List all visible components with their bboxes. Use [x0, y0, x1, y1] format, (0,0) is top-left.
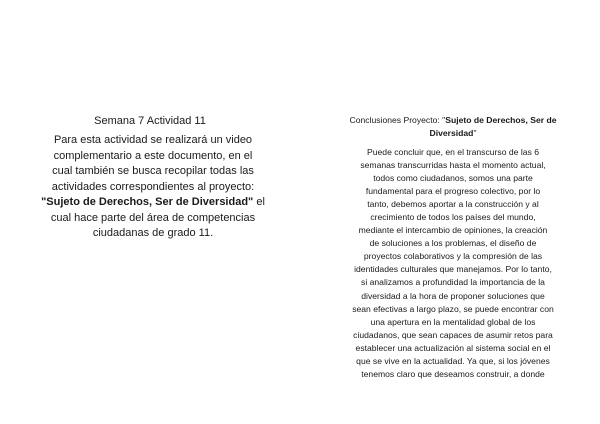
page-title: Semana 7 Actividad 11 [94, 115, 206, 127]
text-line: ciudadanos, que sean capaces de asumir retos para [353, 329, 553, 340]
text-line: semanas transcurridas hasta el momento actual, [360, 160, 546, 171]
text-line [340, 127, 566, 140]
text-line [340, 114, 566, 127]
title-suffix: " [473, 128, 477, 138]
text-line: Puede concluir que, en el transcurso de las 6 [367, 147, 539, 157]
conclusions-body [340, 146, 566, 381]
text-line: Para esta actividad se realizará un video [53, 134, 253, 146]
text-line: sean efectivas a largo plazo, se puede encontrar con [352, 303, 554, 314]
text-line: todos como ciudadanos, somos una parte [373, 173, 533, 184]
text-line: complementario a este documento, en el [53, 149, 253, 162]
activity-description [40, 133, 266, 242]
text-line: si analizamos a profundidad la importancia de la [361, 277, 545, 288]
text-line: crecimiento de todos los países del mundo, [370, 212, 536, 223]
text-line: una apertura en la mentalidad global de los [370, 316, 536, 327]
text-line: mediante el intercambio de opiniones, la creación [358, 225, 548, 236]
text-line: cual también se busca recopilar todas las [52, 165, 254, 177]
text-line: proyectos colaborativos y la compresión de las [363, 251, 543, 262]
text-line: ciudadanas de grado 11. [92, 227, 214, 239]
text-line: fundamental para el progreso colectivo, por lo [365, 186, 541, 197]
text-line: de soluciones a los problemas, el diseño de [369, 238, 537, 249]
project-name: Sujeto de Derechos, Ser de [445, 115, 557, 125]
text-line: que se vive en la actualidad. Ya que, si los jóvenes [356, 355, 550, 366]
text-line: diversidad a la hora de proponer soluciones que [361, 290, 545, 301]
text-line: tanto, debemos aportar a la construcción y al [367, 199, 539, 210]
text-line: establecer una actualización al sistema social en el [355, 342, 551, 353]
title-prefix: Conclusiones Proyecto: " [349, 115, 446, 125]
project-name: Diversidad [429, 128, 474, 138]
text-line: identidades culturales que manejamos. Por lo tanto, [354, 264, 552, 275]
text-line: tenemos claro que deseamos construir, a donde [361, 368, 545, 379]
right-page [300, 0, 600, 424]
text-line [40, 195, 266, 211]
project-name: "Sujeto de Derechos, Ser de Diversidad" [41, 196, 254, 208]
text-line: actividades correspondientes al proyecto: [51, 180, 255, 193]
conclusions-title [340, 114, 566, 140]
text-line: cual hace parte del área de competencias [50, 211, 256, 224]
text-fragment: el [253, 196, 265, 208]
